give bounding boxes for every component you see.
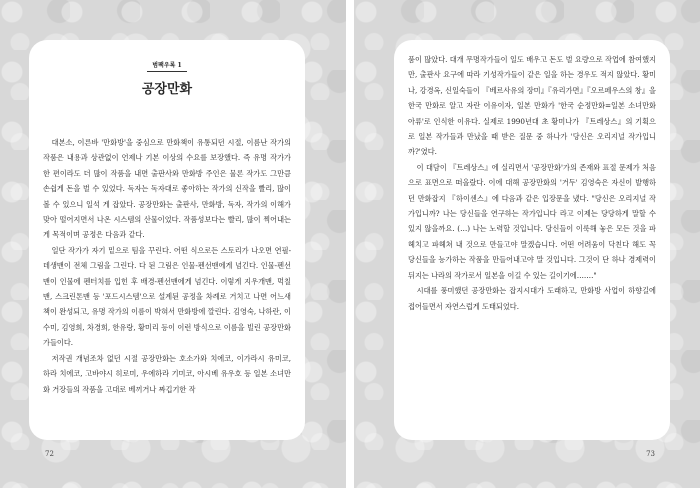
left-page xyxy=(0,0,346,488)
right-page xyxy=(354,0,700,488)
page-title: 공장만화 xyxy=(141,82,193,97)
left-body-text xyxy=(43,135,291,397)
chapter-divider xyxy=(147,71,187,72)
paragraph: 저작권 개념조차 없던 시절 공장만화는 호소가와 치에코, 이가라시 유미코, 하라 치에코, 고바야시 히로미, 우에하라 기미코, 아시베 유우호 등 일본 소녀만화 거장들의 작품을 고대로 베끼거나 짜깁기한 작 xyxy=(43,353,291,394)
right-body-text xyxy=(408,52,656,314)
paragraph: 일단 작가가 자기 밑으로 팀을 꾸린다. 어떤 식으로든 스토리가 나오면 연필-데생맨이 전체 그림을 그린다. 다 된 그림은 인물-펜선맨에게 넘긴다. 인물-펜선맨이 인물에 펜터치를 입힌 후 배경-펜선맨에게 넘긴다. 이렇게 지우개맨, 먹칠맨, 스크린톤맨 등 '포드시스템'으로 설계된 공정을 차례로 거치고 나면 어느새 책이 완성되고, 유명 작가의 이름이 박혀서 만화방에 깔린다. 김영숙, 나하란, 이수미, 김영희, 차경희, 한유랑, 황미리 등이 이런 방식으로 이름을 빌린 공장만화가들이다. xyxy=(43,245,291,348)
book-gutter xyxy=(346,0,354,488)
paragraph: 시대를 풍미했던 공장만화는 잡지시대가 도래하고, 만화방 사업이 하향길에 접어들면서 자연스럽게 도태되었다. xyxy=(408,286,656,311)
page-number-right: 73 xyxy=(646,450,655,458)
page-number-left: 72 xyxy=(45,450,54,458)
chapter-label: 범팩우록 1 xyxy=(152,62,182,69)
paragraph: 대본소, 이른바 '만화방'을 중심으로 만화책이 유통되던 시절, 이름난 작가의 작품은 내용과 상관없이 언제나 기본 이상의 수요를 보장했다. 즉 유명 작가가 한 편이라도 더 많이 작품을 내면 출판사와 만화방 주인은 물론 작가도 그만큼 손쉽게 돈을 벌 수 있었다. 독자는 독자대로 좋아하는 작가의 신작을 빨리, 많이 볼 수 있으니 일석 게 잡았다. 공장만화는 출판사, 만화방, 독자, 작가의 이해가 맞아 떨어지면서 나온 시스템의 산물이었다. 작품성보다는 빨리, 많이 찍어내는 게 목적이며 공정은 다음과 같다. xyxy=(43,138,291,240)
left-page-card xyxy=(29,40,305,440)
paragraph: 이 대담이 『트레상스』에 실리면서 '공장만화'가의 존재와 표절 문제가 처음으로 표면으로 떠올랐다. 이에 대해 공장만화의 '거두' 김영숙은 자신이 발행하던 만화잡지 『하이센스』에 다음과 같은 입장문을 냈다. "당신은 오리지널 작가입니까? 나는 당신들을 연구하는 작가입니다 라고 이제는 당당하게 말할 수 있지 않을까요. (…) 나는 노력할 것입니다. 당신들이 이룩해 놓은 모든 것을 파헤치고 파헤쳐 내 것으로 만들고야 말겠습니다. 어떤 어려움이 닥친다 해도 꼭 당신들을 능가하는 작품을 만들어내고야 말 것입니다. 그것이 단 하나 경제력이 뒤지는 나라의 작가로서 일본을 이길 수 있는 길이기에……." xyxy=(408,162,656,280)
right-page-card xyxy=(394,40,670,440)
paragraph: 품이 많았다. 대개 무명작가들이 일도 배우고 돈도 벌 요량으로 작업에 참여했지만, 출판사 요구에 따라 기성작가들이 같은 일을 하는 경우도 적지 않았다. 황미나, 강경옥, 신일숙들이 『베르사유의 장미』『유리가면』『오르페우스의 창』을 한국 만화로 알고 자란 이유이자, 일본 만화가 '한국 순정만화=일본 소녀만화 아류'로 인식한 이유다. 실제로 1990년대 초 황미나가 『트레상스』의 기획으로 일본 작가들과 만났을 때 받은 질문 중 하나가 '당신은 오리지널 작가입니까?'였다. xyxy=(408,55,656,157)
